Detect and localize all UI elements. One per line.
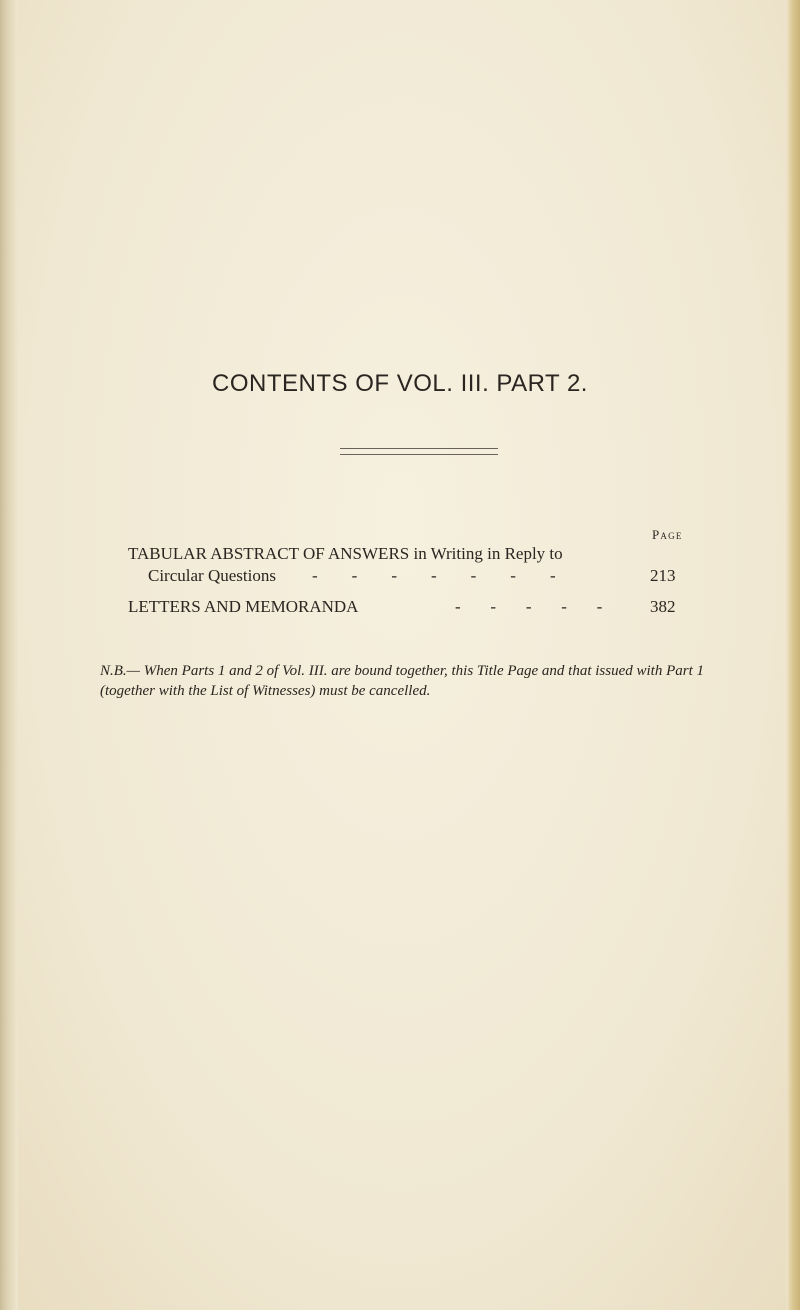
- leader-dots: - - - - - - -: [312, 566, 556, 585]
- show-through-text: [0, 50, 800, 119]
- toc-page-number: 382: [650, 597, 676, 616]
- toc-entry-continuation: [148, 566, 276, 586]
- toc-entry-title: LETTERS AND MEMORANDA: [128, 597, 359, 616]
- title-rule: [340, 448, 498, 455]
- binding-gutter: [0, 0, 18, 1310]
- toc-entry-tabular-abstract: [128, 544, 563, 564]
- note-text: — When Parts 1 and 2 of Vol. III. are bound together, this Title Page and that issued with Part 1 (together with the List of Witnesses) must be cancelled.: [100, 663, 705, 699]
- page-column-label: Page: [652, 527, 683, 542]
- leader-dots: - - - - -: [455, 597, 603, 616]
- toc-page-number: 213: [650, 566, 676, 585]
- toc-entry-letters: [128, 597, 358, 617]
- page-title: CONTENTS OF VOL. III. PART 2.: [212, 370, 588, 397]
- binding-note: [100, 661, 760, 701]
- toc-entry-subtitle: Circular Questions: [148, 566, 276, 585]
- toc-entry-title: TABULAR ABSTRACT OF ANSWERS in Writing in Reply to: [128, 544, 563, 563]
- page-edge: [786, 0, 800, 1310]
- note-prefix: N.B.: [100, 663, 127, 679]
